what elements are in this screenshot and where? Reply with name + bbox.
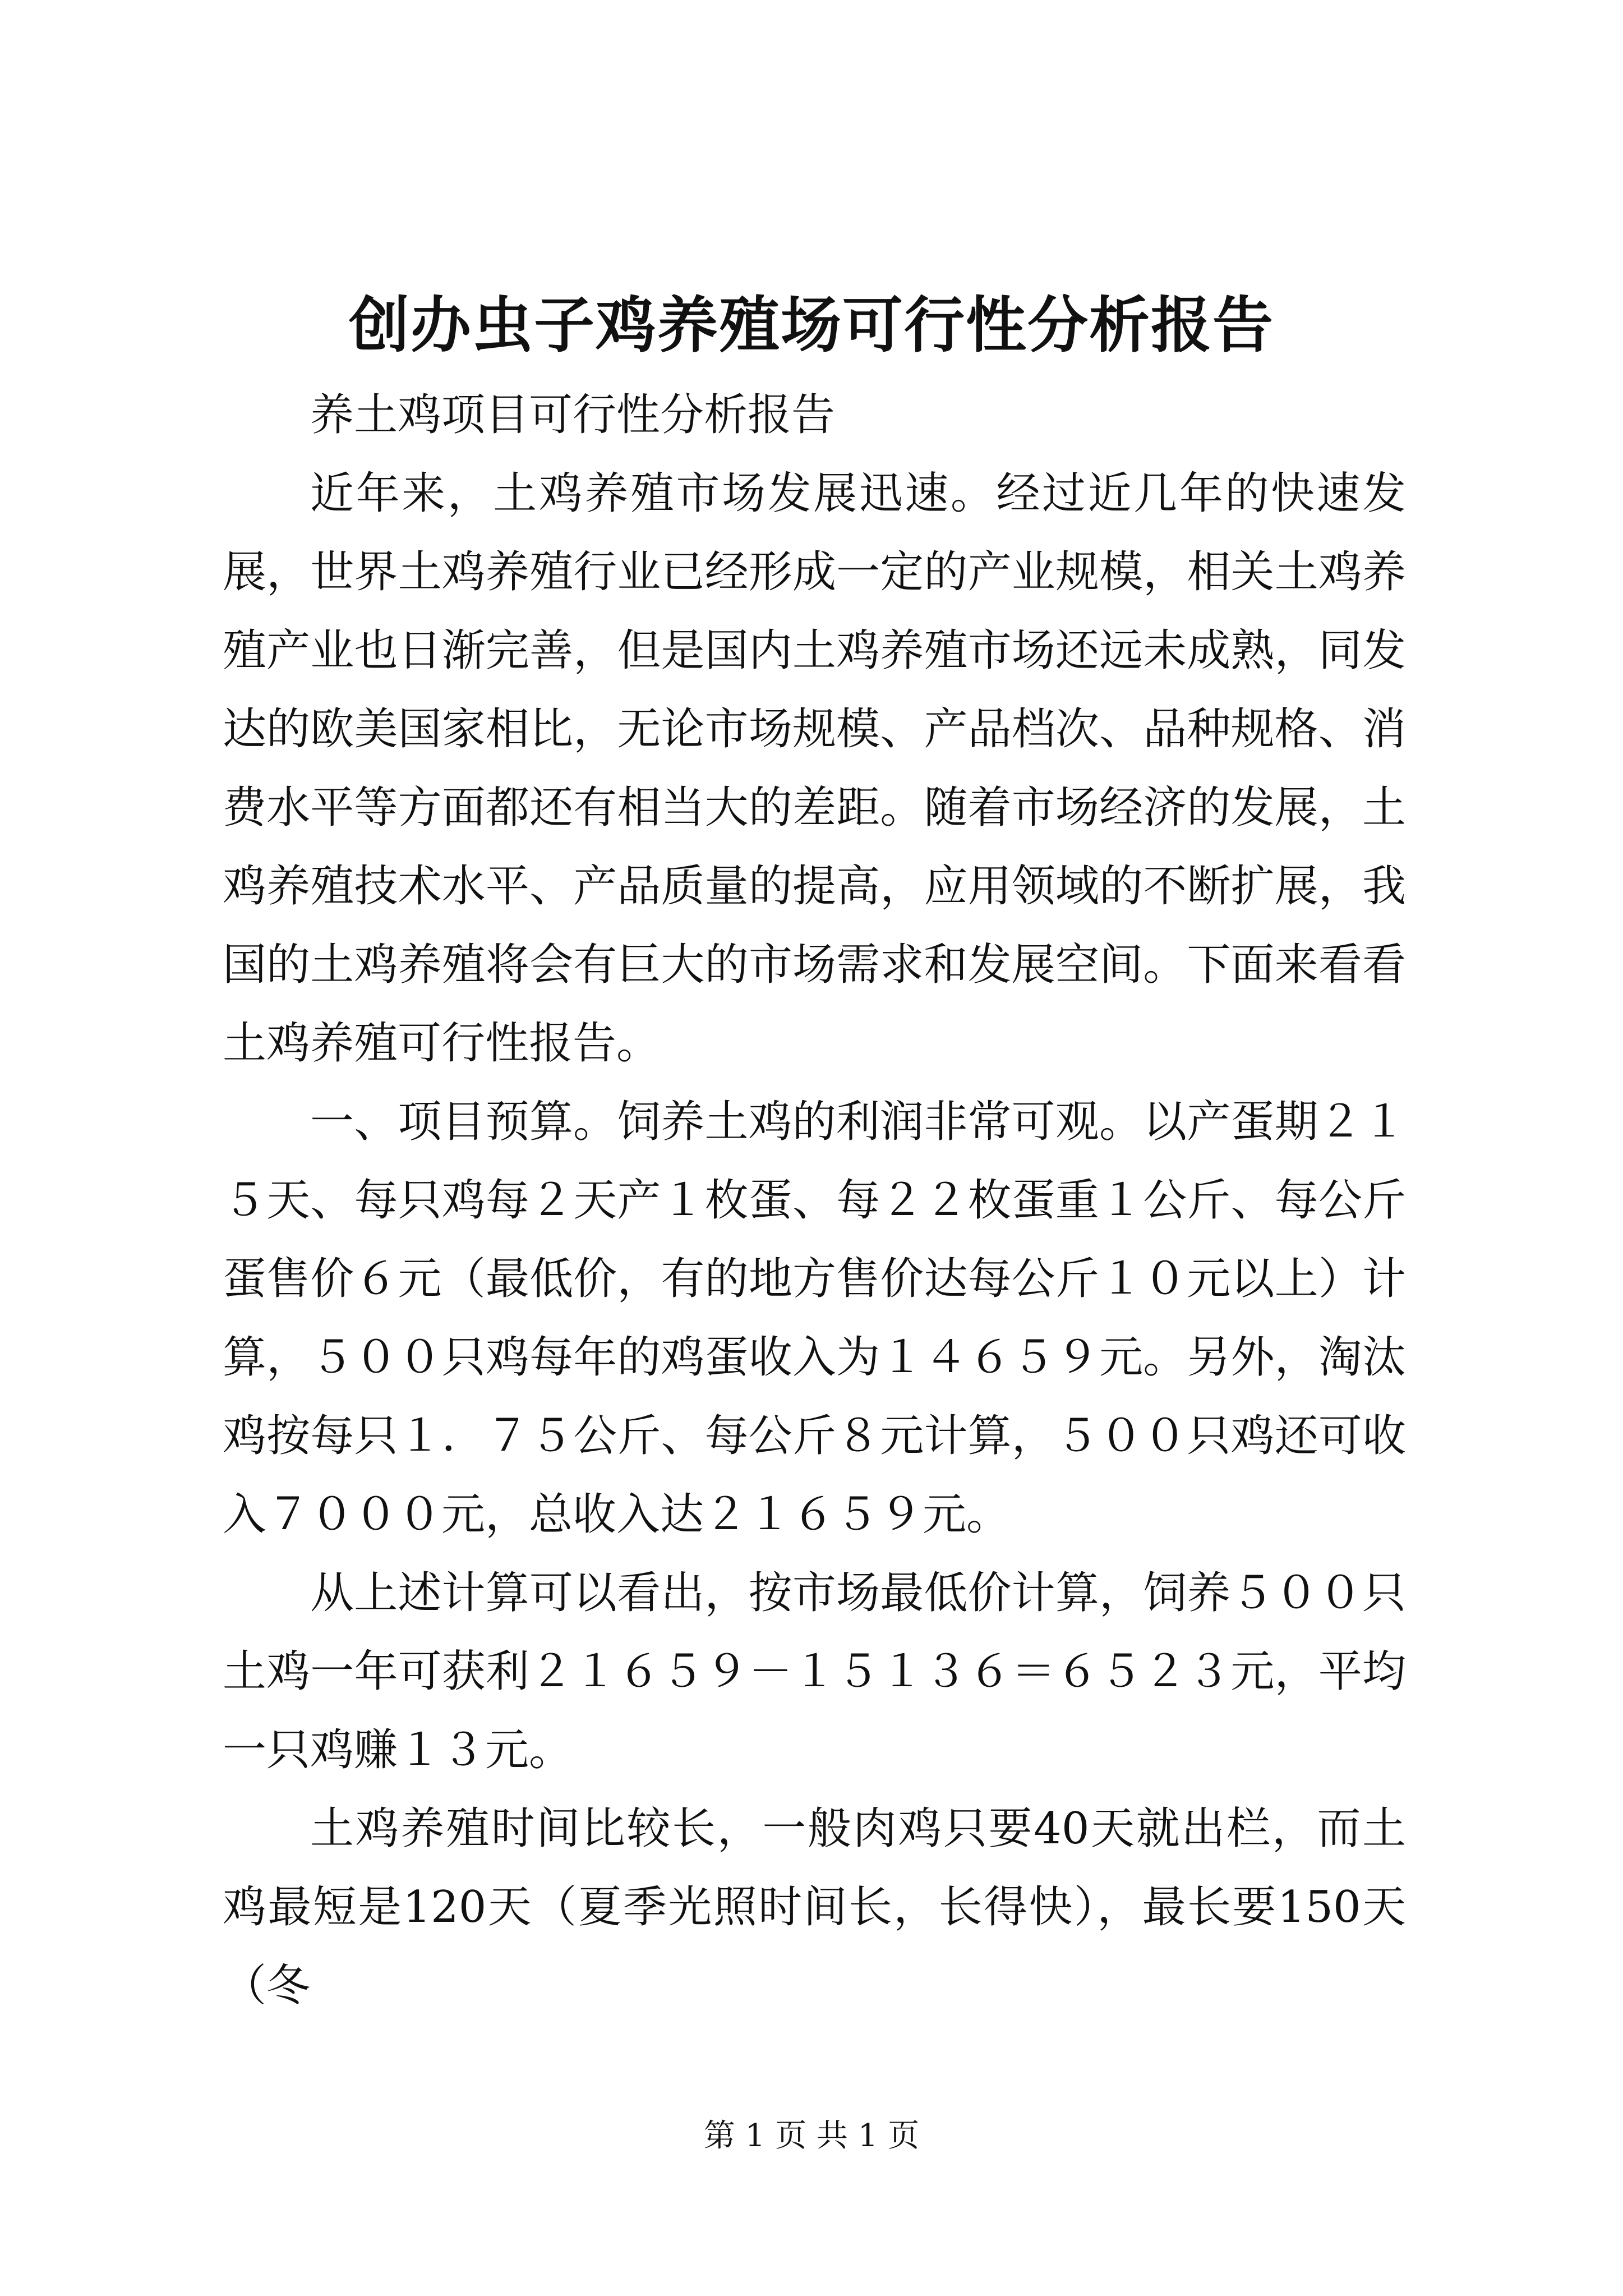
paragraph-subtitle: 养土鸡项目可行性分析报告 bbox=[310, 390, 836, 440]
paragraph-budget: 一、项目预算。饲养土鸡的利润非常可观。以产蛋期２１５天、每只鸡每２天产１枚蛋、每２２枚蛋重１公斤、每公斤蛋售价６元（最低价，有的地方售价达每公斤１０元以上）计算，５００只鸡每年的鸡蛋收入为１４６５９元。另外，淘汰鸡按每只１．７５公斤、每公斤８元计算，５００只鸡还可收入７０００元，总收入达２１６５９元。 bbox=[223, 1097, 1406, 1540]
paragraph-profit: 从上述计算可以看出，按市场最低价计算，饲养５００只土鸡一年可获利２１６５９－１５１３６＝６５２３元，平均一只鸡赚１３元。 bbox=[223, 1568, 1406, 1775]
paragraph-raising-time: 土鸡养殖时间比较长，一般肉鸡只要40天就出栏，而土鸡最短是120天（夏季光照时间长，长得快），最长要150天（冬 bbox=[223, 1803, 1406, 2011]
document-body bbox=[223, 376, 1406, 2025]
document-title: 创办虫子鸡养殖场可行性分析报告 bbox=[348, 290, 1274, 361]
page-footer: 第 1 页 共 1 页 bbox=[703, 2118, 920, 2154]
paragraph-intro: 近年来，土鸡养殖市场发展迅速。经过近几年的快速发展，世界土鸡养殖行业已经形成一定的产业规模，相关土鸡养殖产业也日渐完善，但是国内土鸡养殖市场还远未成熟，同发达的欧美国家相比，无论市场规模、产品档次、品种规格、消费水平等方面都还有相当大的差距。随着市场经济的发展，土鸡养殖技术水平、产品质量的提高，应用领域的不断扩展，我国的土鸡养殖将会有巨大的市场需求和发展空间。下面来看看土鸡养殖可行性报告。 bbox=[223, 468, 1406, 1069]
